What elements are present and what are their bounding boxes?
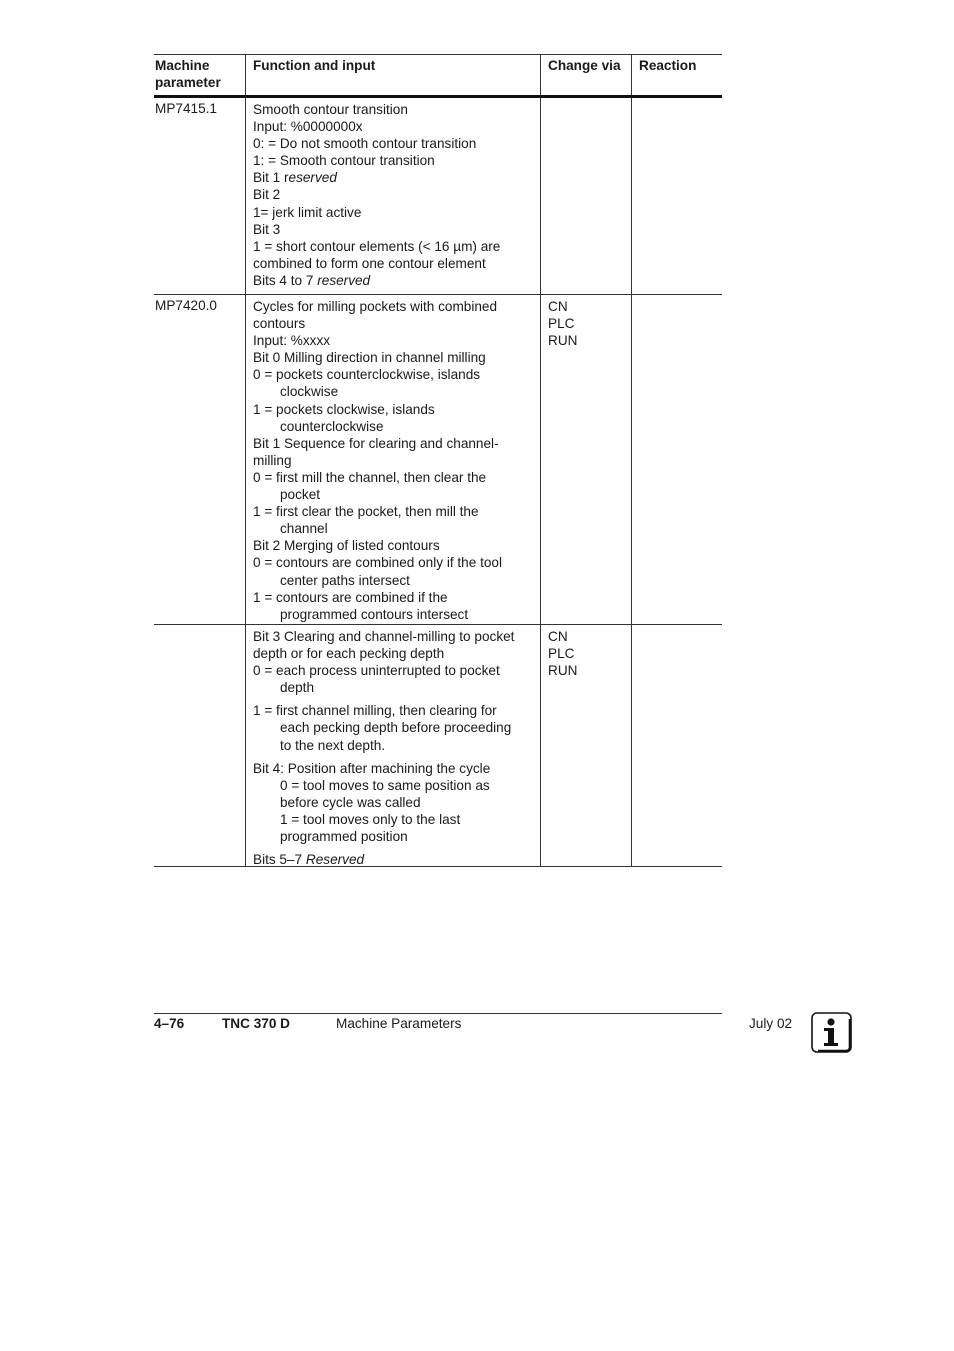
machine-parameter-table [154,54,722,867]
param-cell: MP7415.1 [155,101,217,116]
chapter-title: Machine Parameters [336,1016,462,1031]
model-name: TNC 370 D [222,1016,290,1031]
reaction-cell [631,98,722,294]
function-cell: Smooth contour transition Input: %0000000x 0: = Do not smooth contour transition 1: = Smooth contour transition Bit 1 reserved Bit 2 1= jerk limit active Bit 3 1 = short contour elements (< 16 µm) are combined to form one contour element Bits 4 to 7 reserved [245,98,540,294]
function-cell: Cycles for milling pockets with combined contours Input: %xxxx Bit 0 Milling direction in channel milling 0 = pockets counterclockwise, islands clockwise 1 = pockets clockwise, islands counterclockwise Bit 1 Sequence for clearing and channel- milling 0 = first mill the channel, then clear the pocket 1 = first clear the pocket, then mill the channel Bit 2 Merging of listed contours 0 = contours are combined only if the tool center paths intersect 1 = contours are combined if the programmed contours intersect [245,295,540,624]
reaction-cell [631,295,722,624]
change-via-cell: CN PLC RUN [540,295,631,624]
table-row [154,98,722,295]
header-machine-parameter: Machine parameter [155,58,221,91]
function-cell: Bit 3 Clearing and channel-milling to pocket depth or for each pecking depth 0 = each process uninterrupted to pocket depth 1 = first channel milling, then clearing for each pecking depth before proceeding to the next depth. Bit 4: Position after machining the cycle 0 = tool moves to same position as before cycle was called 1 = tool moves only to the last programmed position Bits 5–7 Reserved [245,625,540,866]
page-number: 4–76 [154,1016,185,1031]
footer-rule [154,1013,722,1014]
change-via-cell: CN PLC RUN [540,625,631,866]
header-reaction: Reaction [631,55,722,95]
header-change-via: Change via [540,55,631,95]
header-function-input: Function and input [245,55,540,95]
publication-date: July 02 [749,1016,793,1031]
table-row [154,295,722,625]
table-row [154,625,722,867]
info-icon [811,1012,852,1053]
param-cell: MP7420.0 [155,298,217,313]
table-header-row [154,55,722,98]
param-cell [154,625,245,866]
change-via-cell [540,98,631,294]
reaction-cell [631,625,722,866]
